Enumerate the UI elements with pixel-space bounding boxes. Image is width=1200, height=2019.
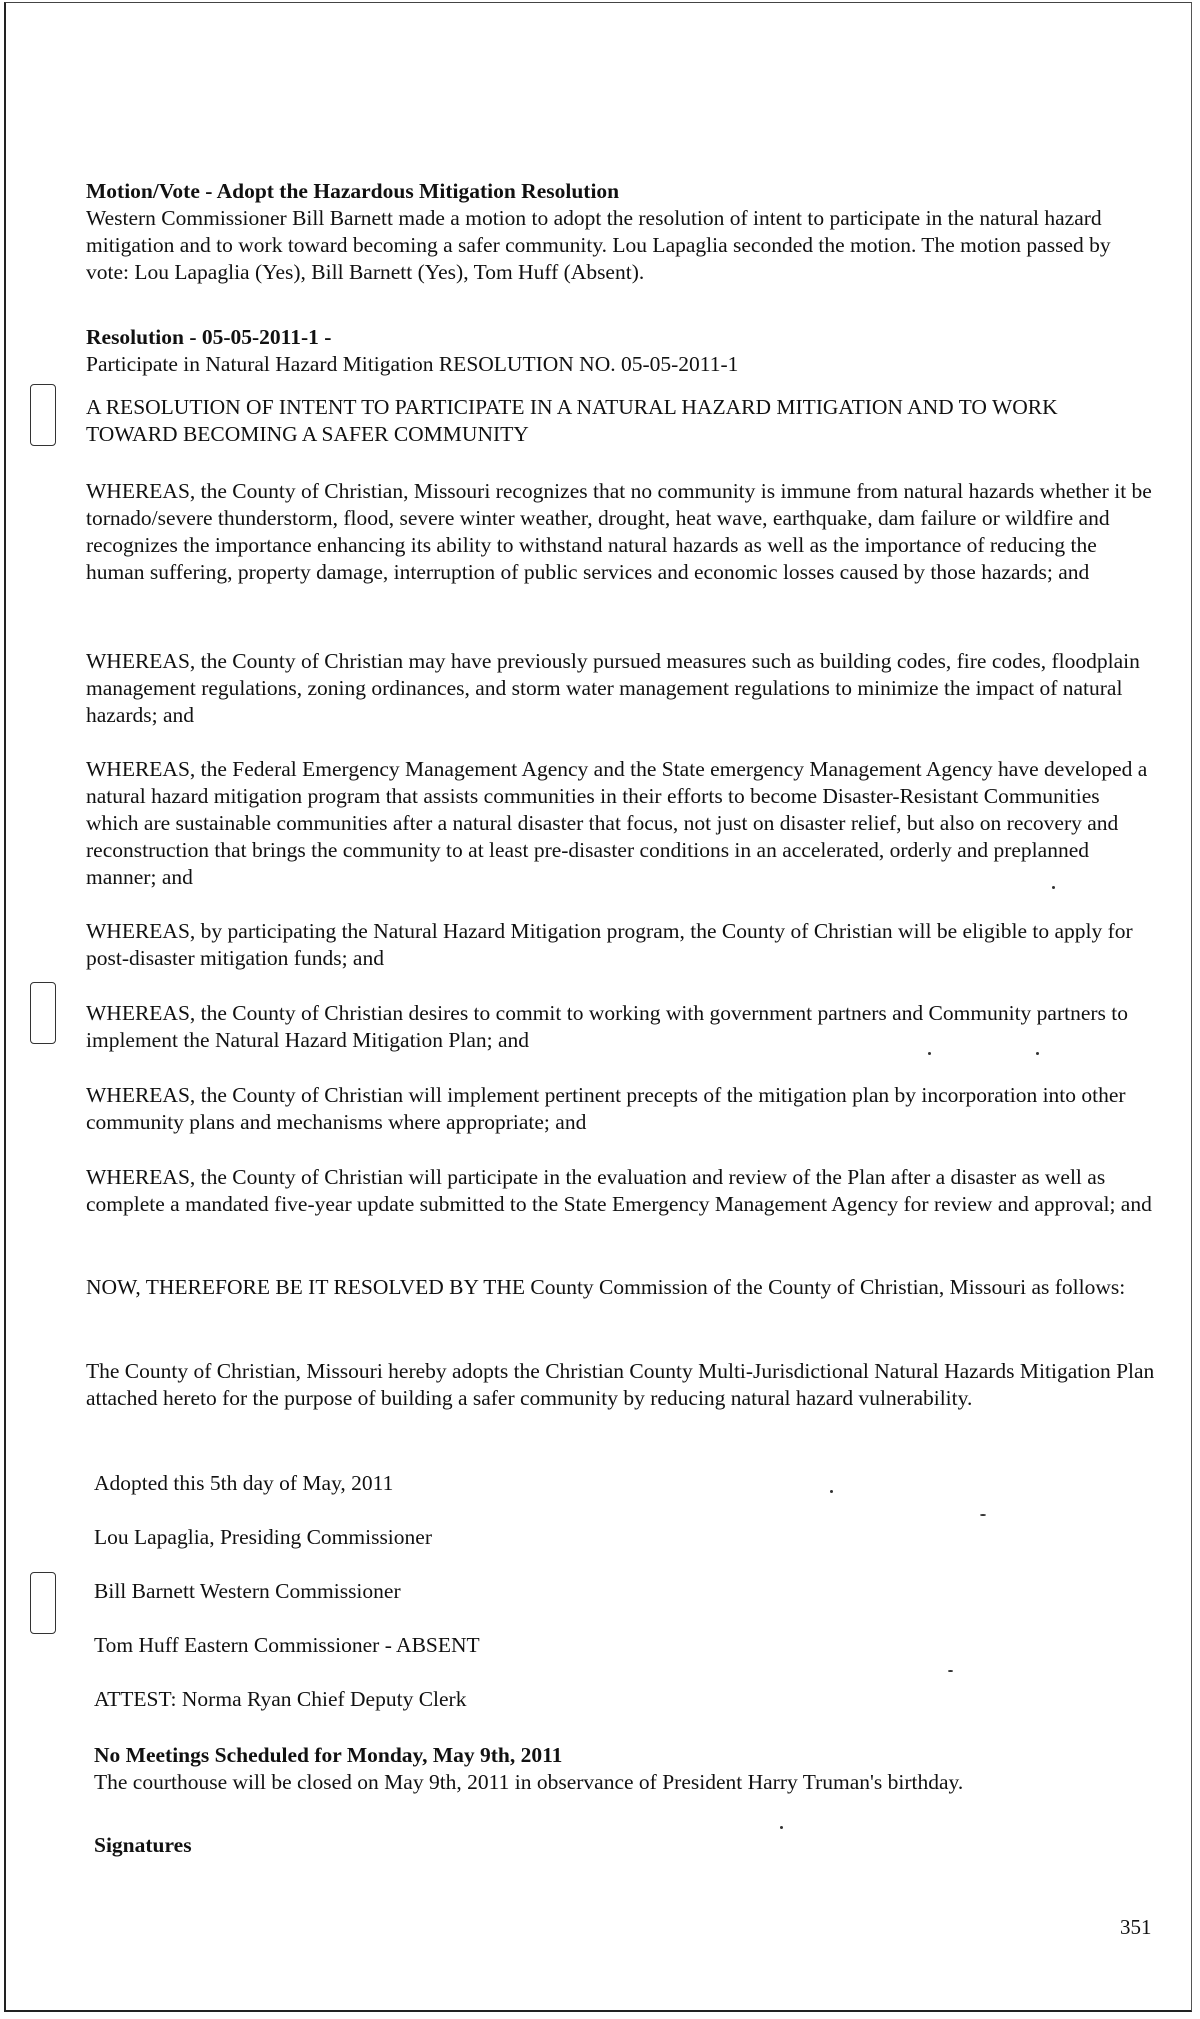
motion-section [86, 178, 1146, 286]
resolution-heading: Resolution - 05-05-2011-1 - [86, 325, 332, 349]
whereas-paragraph: WHEREAS, the County of Christian may have previously pursued measures such as building codes, fire codes, floodplain management regulations, zoning ordinances, and storm water management regulations to minimize the impact of natural hazards; and [86, 649, 1140, 727]
resolution-header [86, 324, 1146, 378]
signatures-heading: Signatures [94, 1833, 192, 1857]
scan-speck [980, 1514, 986, 1516]
signatory-line: Lou Lapaglia, Presiding Commissioner [94, 1525, 432, 1549]
scan-speck [830, 1490, 833, 1493]
motion-body: Western Commissioner Bill Barnett made a motion to adopt the resolution of intent to participate in the natural hazard mitigation and to work toward becoming a safer community. Lou Lapaglia seconded the motion. The motion passed by vote: Lou Lapaglia (Yes), Bill Barnett (Yes), Tom Huff (Absent). [86, 206, 1111, 284]
signatory-line: Bill Barnett Western Commissioner [94, 1579, 401, 1603]
now-therefore-paragraph: NOW, THEREFORE BE IT RESOLVED BY THE County Commission of the County of Christian, Missouri as follows: [86, 1275, 1126, 1299]
no-meetings-body: The courthouse will be closed on May 9th, 2011 in observance of President Harry Truman's birthday. [94, 1770, 964, 1794]
resolution-subheading: Participate in Natural Hazard Mitigation RESOLUTION NO. 05-05-2011-1 [86, 352, 739, 376]
binder-hole [30, 982, 56, 1044]
no-meetings-heading: No Meetings Scheduled for Monday, May 9th, 2011 [94, 1743, 563, 1767]
whereas-paragraph: WHEREAS, the County of Christian, Missouri recognizes that no community is immune from natural hazards whether it be tornado/severe thunderstorm, flood, severe winter weather, drought, heat wave, earthquake, dam failure or wildfire and recognizes the importance enhancing its ability to withstand natural hazards as well as the importance of reducing the human suffering, property damage, interruption of public services and economic losses caused by those hazards; and [86, 479, 1152, 584]
signatory-line: Tom Huff Eastern Commissioner - ABSENT [94, 1633, 480, 1657]
scan-speck [948, 1670, 953, 1672]
resolution-title: A RESOLUTION OF INTENT TO PARTICIPATE IN A NATURAL HAZARD MITIGATION AND TO WORK TOWARD BECOMING A SAFER COMMUNITY [86, 395, 1058, 446]
whereas-paragraph: WHEREAS, the County of Christian will participate in the evaluation and review of the Plan after a disaster as well as complete a mandated five-year update submitted to the State Emergency Management Agency for review and approval; and [86, 1165, 1152, 1216]
signatory-line: ATTEST: Norma Ryan Chief Deputy Clerk [94, 1687, 467, 1711]
whereas-paragraph: WHEREAS, the County of Christian will implement pertinent precepts of the mitigation plan by incorporation into other community plans and mechanisms where appropriate; and [86, 1083, 1126, 1134]
whereas-paragraph: WHEREAS, the County of Christian desires to commit to working with government partners and Community partners to implement the Natural Hazard Mitigation Plan; and [86, 1001, 1129, 1052]
adoption-paragraph: The County of Christian, Missouri hereby adopts the Christian County Multi-Jurisdictional Natural Hazards Mitigation Plan attached hereto for the purpose of building a safer community by reducing natural hazard vulnerability. [86, 1359, 1155, 1410]
whereas-paragraph: WHEREAS, the Federal Emergency Management Agency and the State emergency Management Agency have developed a natural hazard mitigation program that assists communities in their efforts to become Disaster-Resistant Communities which are sustainable communities after a natural disaster that focus, not just on disaster relief, but also on recovery and reconstruction that brings the community to at least pre-disaster conditions in an accelerated, orderly and preplanned manner; and [86, 757, 1148, 889]
adopted-date: Adopted this 5th day of May, 2011 [94, 1471, 394, 1495]
motion-heading: Motion/Vote - Adopt the Hazardous Mitigation Resolution [86, 179, 620, 203]
no-meetings-section [94, 1742, 1154, 1796]
binder-hole [30, 1572, 56, 1634]
page-number: 351 [1120, 1915, 1152, 1939]
binder-hole [30, 384, 56, 446]
scan-speck [780, 1826, 783, 1829]
whereas-paragraph: WHEREAS, by participating the Natural Hazard Mitigation program, the County of Christian will be eligible to apply for post-disaster mitigation funds; and [86, 919, 1133, 970]
